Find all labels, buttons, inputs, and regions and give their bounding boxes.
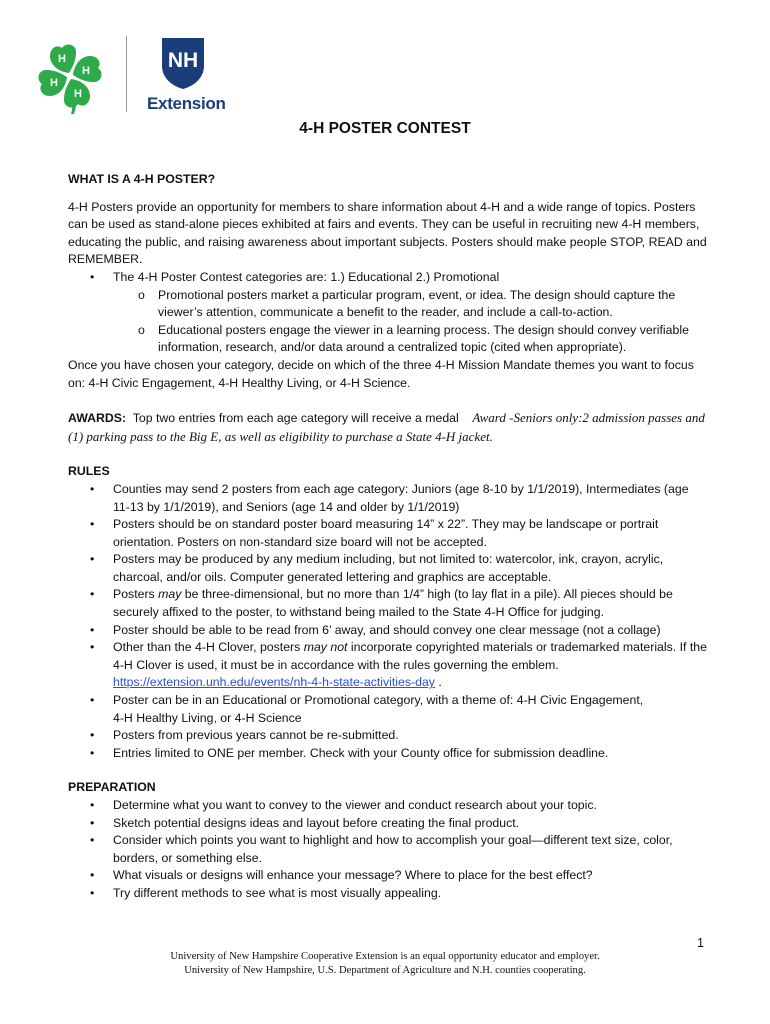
extension-label: Extension — [147, 94, 226, 113]
footer-line: University of New Hampshire, U.S. Department of Agriculture and N.H. counties cooperating. — [184, 965, 586, 976]
awards-italic-text: Award -Seniors only:2 admission passes and (1) parking pass to the Big E, as well as eligibility to purchase a State 4-H jacket. — [68, 410, 705, 444]
list-item: • What visuals or designs will enhance your message? Where to place for the best effect? — [68, 867, 708, 885]
list-item: • Determine what you want to convey to the viewer and conduct research about your topic. — [68, 797, 708, 815]
what-is-closing: Once you have chosen your category, decide on which of the three 4-H Mission Mandate themes you want to focus on: 4-H Civic Engagement, 4-H Healthy Living, or 4-H Science. — [68, 357, 694, 390]
clover-letter: H — [50, 77, 58, 89]
unh-monogram: NH — [167, 49, 199, 72]
list-item: • The 4-H Poster Contest categories are: 1.) Educational 2.) Promotional — [68, 269, 708, 287]
awards-label: AWARDS: — [68, 411, 127, 426]
what-is-heading: WHAT IS A 4-H POSTER? — [68, 172, 216, 186]
list-item: • Posters may be produced by any medium including, but not limited to: watercolor, ink, crayon, acrylic, charcoal, and/or oils. Computer generated lettering and graphics are acceptable. — [68, 551, 708, 586]
awards-text: Top two entries from each age category will receive a medal — [132, 411, 459, 426]
awards-paragraph — [68, 409, 708, 446]
list-item: • Posters should be on standard poster board measuring 14” x 22”. They may be landscape or portrait orientation. Posters on non-standard size board will not be accepted. — [68, 516, 708, 551]
page-number: 1 — [697, 936, 704, 950]
rules-list — [68, 481, 708, 763]
clover-letter: H — [58, 53, 66, 65]
footer — [0, 950, 770, 978]
page-title: 4-H POSTER CONTEST — [299, 120, 471, 137]
preparation-list — [68, 797, 708, 903]
list-item: • Counties may send 2 posters from each age category: Juniors (age 8-10 by 1/1/2019), Intermediates (age 11-13 by 1/1/2019), and Seniors (age 14 and older by 1/1/2019) — [68, 481, 708, 516]
list-item: • Other than the 4-H Clover, posters may not incorporate copyrighted materials or trademarked materials. If the 4-H Clover is used, it must be in accordance with the rules governing the emblem. https://extension.unh.edu/events/nh-4-h-state-activities-day . — [68, 639, 708, 692]
categories-list — [68, 269, 708, 357]
list-item: • Posters from previous years cannot be re-submitted. — [68, 727, 708, 745]
unh-shield-logo — [160, 36, 206, 90]
list-item: • Sketch potential designs ideas and layout before creating the final product. — [68, 815, 708, 833]
list-item: • Consider which points you want to highlight and how to accomplish your goal—different text size, color, borders, or something else. — [68, 832, 708, 867]
clover-letter: H — [82, 65, 90, 77]
what-is-intro: 4-H Posters provide an opportunity for members to share information about 4-H and a wide range of topics. Posters can be used as stand-alone pieces exhibited at fairs and events. They can be useful in recruiting new 4-H members, educating the public, and raising awareness about important subjects. Posters should make people STOP, READ and REMEMBER. — [68, 199, 707, 267]
4h-clover-logo — [30, 36, 110, 116]
list-item: o Promotional posters market a particular program, event, or idea. The design should capture the viewer’s attention, communicate a benefit to the reader, and include a call-to-action. — [68, 287, 708, 322]
logo-divider — [126, 36, 127, 112]
list-item: o Educational posters engage the viewer in a learning process. The design should convey verifiable information, research, and/or data around a centralized topic (cited when appropriate). — [68, 322, 708, 357]
list-item: • Poster can be in an Educational or Promotional category, with a theme of: 4-H Civic Engagement, 4-H Healthy Living, or 4-H Science — [68, 692, 708, 727]
list-item: • Try different methods to see what is most visually appealing. — [68, 885, 708, 903]
list-item: • Poster should be able to be read from 6’ away, and should convey one clear message (not a collage) — [68, 622, 708, 640]
clover-letter: H — [74, 88, 82, 100]
list-item: • Entries limited to ONE per member. Check with your County office for submission deadline. — [68, 745, 708, 763]
preparation-heading: PREPARATION — [68, 780, 156, 795]
document-body — [68, 171, 708, 903]
list-item: • Posters may be three-dimensional, but no more than 1/4” high (to lay flat in a pile). All pieces should be securely affixed to the poster, to withstand being mailed to the State 4-H Office for judging. — [68, 586, 708, 621]
state-activities-link[interactable]: https://extension.unh.edu/events/nh-4-h-state-activities-day — [113, 675, 435, 690]
footer-line: University of New Hampshire Cooperative Extension is an equal opportunity educator and employer. — [170, 951, 600, 962]
rules-heading: RULES — [68, 464, 110, 479]
